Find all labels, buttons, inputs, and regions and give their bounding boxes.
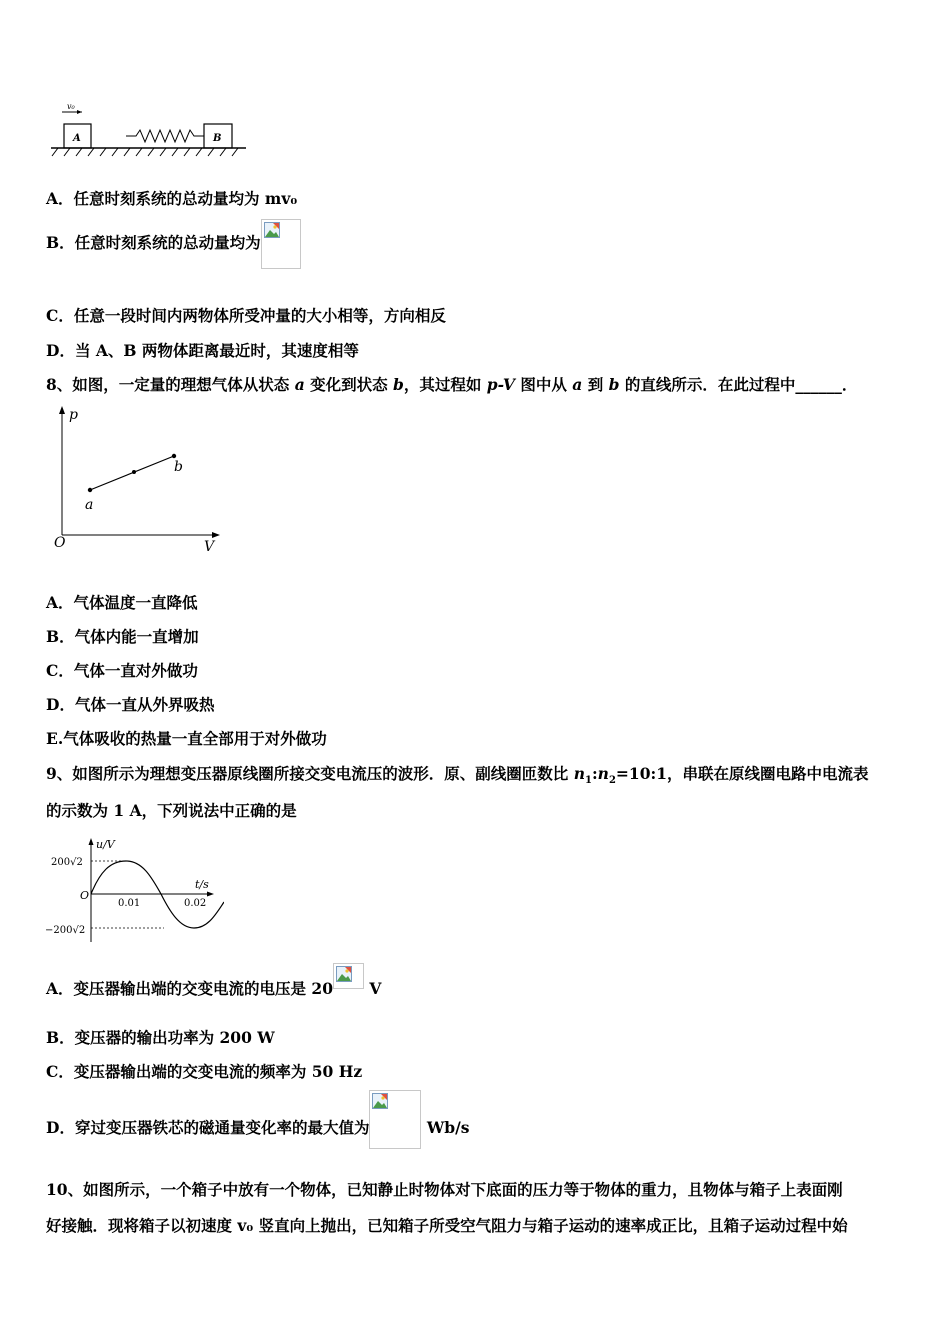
q8-point-b-label: b <box>174 459 183 475</box>
broken-image-icon <box>369 1090 421 1149</box>
q8-y-axis-label: p <box>69 407 78 423</box>
q8-option-c: C．气体一直对外做功 <box>46 661 198 680</box>
q8-x-axis-label: V <box>204 539 215 553</box>
q8-option-d: D．气体一直从外界吸热 <box>46 695 215 714</box>
q8-stem-mid3: 图中从 <box>514 375 573 394</box>
q9-origin-label: O <box>80 889 90 902</box>
q7-v0-label: v₀ <box>67 102 75 111</box>
q8-stem-b: b <box>393 375 404 394</box>
broken-image-icon <box>261 219 301 269</box>
q9-colon: : <box>591 764 598 783</box>
q7-block-a-label: A <box>73 133 81 144</box>
q7-option-c: C．任意一段时间内两物体所受冲量的大小相等，方向相反 <box>46 306 446 325</box>
q8-point-mid <box>132 470 136 474</box>
q8-option-a: A．气体温度一直降低 <box>46 593 198 612</box>
q8-stem-a: a <box>294 375 305 394</box>
q9-n2: n <box>597 764 609 783</box>
q9-ymax-label: 200√2 <box>51 857 83 868</box>
q9-option-a <box>46 961 381 1011</box>
q9-option-a-unit: V <box>364 979 382 998</box>
q9-stem-suffix: =10:1，串联在原线圈电路中电流表 <box>615 764 869 783</box>
q9-ymin-label: −200√2 <box>45 925 86 936</box>
q8-point-b <box>172 454 176 458</box>
q8-stem-suffix: 的直线所示．在此过程中______． <box>619 375 858 394</box>
q8-stem-prefix: 8、如图，一定量的理想气体从状态 <box>46 375 295 394</box>
q8-origin-label: O <box>54 535 66 551</box>
q8-stem-a2: a <box>572 375 583 394</box>
q7-block-b-label: B <box>213 133 222 144</box>
q9-sub1: 1 <box>584 775 592 787</box>
q8-stem-mid4: 到 <box>582 375 609 394</box>
q9-option-d-text: D．穿过变压器铁芯的磁通量变化率的最大值为 <box>46 1118 370 1137</box>
q9-y-axis-label: u/V <box>96 838 115 851</box>
q9-n1: n <box>573 764 585 783</box>
q9-sub2: 2 <box>608 775 616 787</box>
q8-stem-pv: p-V <box>486 375 515 394</box>
q9-option-d-unit: Wb/s <box>421 1118 470 1137</box>
q8-option-b: B．气体内能一直增加 <box>46 627 199 646</box>
q10-stem-line1: 10、如图所示，一个箱子中放有一个物体，已知静止时物体对下底面的压力等于物体的重力，且物体与箱子上表面刚 <box>46 1180 843 1199</box>
q8-stem-mid1: 变化到状态 <box>304 375 394 394</box>
q8-point-a <box>88 488 92 492</box>
q8-pv-graph <box>48 403 228 553</box>
q8-stem-mid2: ，其过程如 <box>403 375 487 394</box>
q9-x-axis-label: t/s <box>195 878 209 891</box>
q7-spring-blocks-figure <box>48 100 253 162</box>
q9-t1-label: 0.01 <box>118 898 141 909</box>
q8-point-a-label: a <box>85 497 94 513</box>
q7-option-b-text: B．任意时刻系统的总动量均为 <box>46 233 261 252</box>
q9-option-d <box>46 1090 469 1150</box>
q10-stem-line2: 好接触．现将箱子以初速度 v₀ 竖直向上抛出，已知箱子所受空气阻力与箱子运动的速率成正比，且箱子运动过程中始 <box>46 1216 848 1235</box>
q9-option-a-text: A．变压器输出端的交变电流的电压是 20 <box>46 979 333 998</box>
q9-waveform-graph <box>44 836 224 946</box>
broken-image-icon <box>333 963 364 989</box>
q8-stem-b2: b <box>608 375 620 394</box>
q8-option-e: E.气体吸收的热量一直全部用于对外做功 <box>46 729 327 748</box>
q9-t2-label: 0.02 <box>184 898 207 909</box>
q7-option-d: D．当 A、B 两物体距离最近时，其速度相等 <box>46 341 359 360</box>
q9-stem-line2: 的示数为 1 A，下列说法中正确的是 <box>46 801 297 820</box>
q9-stem-line1 <box>46 762 869 786</box>
q7-option-a: A．任意时刻系统的总动量均为 mv₀ <box>46 189 298 208</box>
q9-option-b: B．变压器的输出功率为 200 W <box>46 1028 275 1047</box>
q9-option-c: C．变压器输出端的交变电流的频率为 50 Hz <box>46 1062 363 1081</box>
q8-stem <box>46 373 857 395</box>
q7-option-b <box>46 218 301 268</box>
q9-stem-prefix: 9、如图所示为理想变压器原线圈所接交变电流压的波形．原、副线圈匝数比 <box>46 764 574 783</box>
